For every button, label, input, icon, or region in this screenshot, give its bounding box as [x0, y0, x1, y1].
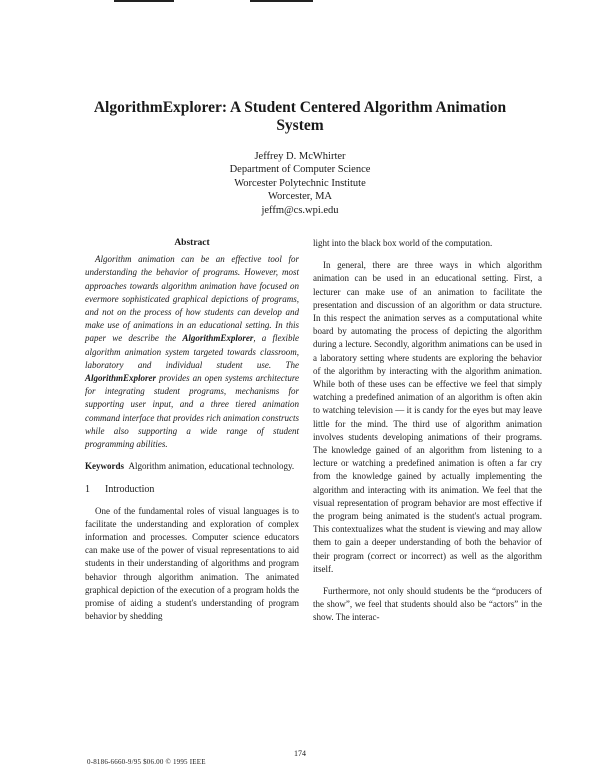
top-rule-left: [114, 0, 174, 2]
author-institution: Worcester Polytechnic Institute: [234, 177, 366, 189]
abstract-text-a: Algorithm animation can be an effective tool for understanding the behavior of programs. However, most approaches towards algorithm animation have focused on evermore sophisticated graphical depictions of programs, and not on the process of how students can develop and make use of animations in an educational setting. In this paper we describe the: [85, 254, 299, 344]
section-title: Introduction: [105, 484, 155, 496]
intro-paragraph-3: Furthermore, not only should students be the “producers of the show”, we feel that students should also be “actors” in the show. The interac-: [313, 586, 542, 623]
abstract-product-name-2: AlgorithmExplorer: [85, 373, 157, 384]
paper-title: [60, 99, 540, 135]
keywords-text: Algorithm animation, educational technology.: [128, 461, 295, 472]
abstract-text: [85, 253, 299, 451]
section-heading-introduction: [85, 483, 299, 496]
left-column: [85, 237, 299, 632]
page-number: 174: [294, 749, 306, 758]
intro-paragraph-1-continued: light into the black box world of the computation.: [313, 238, 493, 248]
keywords: [85, 460, 299, 473]
section-number: 1: [85, 484, 90, 496]
intro-paragraph-1: One of the fundamental roles of visual languages is to facilitate the understanding and exploration of complex information and processes. Computer science educators can make use of the power of visual representations to aid students in their understanding of algorithms and program behavior through algorithm animation. The animated graphical depiction of the execution of a program holds the promise of aiding a student's understanding of program behavior by shedding: [85, 505, 299, 622]
abstract-text-c: provides an open systems architecture for integrating student programs, mechanisms for supporting user input, and a three tiered animation command interface that provides rich animation constructs while also supporting a wide range of student programming abilities.: [85, 373, 299, 450]
author-name: Jeffrey D. McWhirter: [254, 151, 346, 162]
abstract-product-name: AlgorithmExplorer: [182, 333, 254, 344]
top-rule-right: [250, 0, 313, 2]
author-department: Department of Computer Science: [229, 164, 371, 176]
paper-title-line1: AlgorithmExplorer: A Student Centered Algorithm Animation: [93, 99, 507, 116]
author-location: Worcester, MA: [267, 191, 333, 203]
paper-title-line2: System: [276, 117, 324, 134]
copyright-line: 0-8186-6660-9/95 $06.00 © 1995 IEEE: [87, 758, 206, 766]
abstract-text-b: , a flexible algorithm animation system targeted towards classroom, laboratory and individual student use. The: [85, 333, 299, 370]
abstract-heading: Abstract: [174, 238, 210, 248]
intro-paragraph-2: In general, there are three ways in which algorithm animation can be used in an educational setting. First, a lecturer can make use of an animation to facilitate the presentation and discussion of an algorithm or data structure. In this respect the animation serves as a computational white board by automating the process of depicting the algorithm during a lecture. Secondly, algorithm animations can be used in a laboratory setting where students are exploring the behavior of the algorithm by interacting with the algorithm animation. While both of these uses can be effective we feel that simply watching a predefined animation of an algorithm is often akin to watching television — it is candy for the eyes but may leave little for the mind. The third use of algorithm animation involves students developing animations of their programs. The knowledge gained of an algorithm from listening to a lecture or watching a predefined animation is often a far cry from the knowledge gained by actually implementing the algorithm and interacting with its animation. We feel that the visual representation of program behavior are most effective if the program being animated is the student's actual program. This contextualizes what the student is viewing and may allow them to gain a deeper understanding of both the behavior of their program (correct or incorrect) as well as the algorithm itself.: [313, 260, 542, 574]
author-block: [150, 150, 450, 217]
right-column: [313, 237, 542, 634]
author-email: jeffm@cs.wpi.edu: [261, 204, 339, 216]
keywords-label: Keywords: [85, 461, 124, 472]
